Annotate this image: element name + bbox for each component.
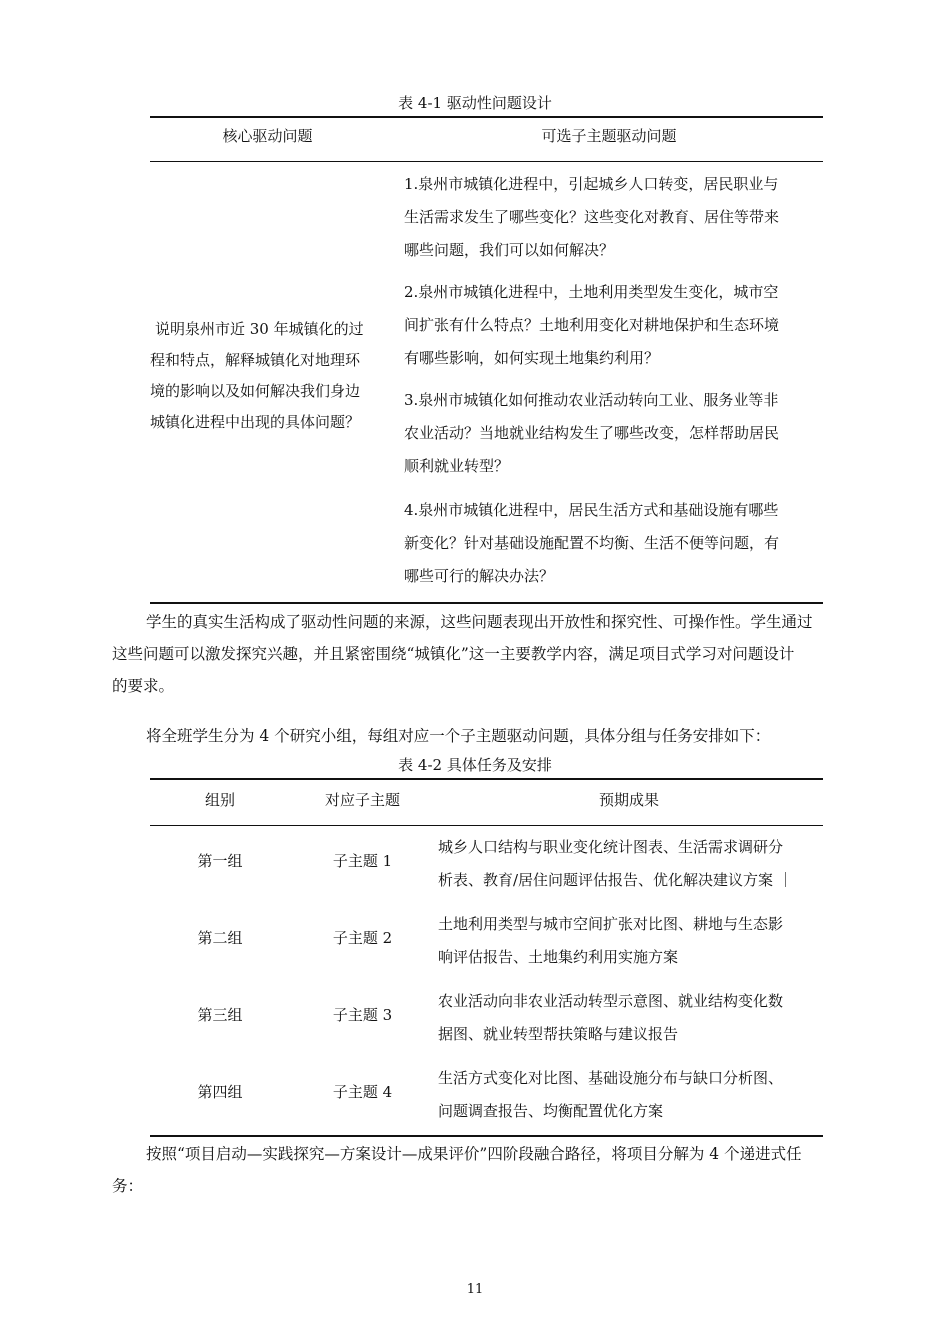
- table-row-topic: 子主题 3: [332, 1006, 393, 1024]
- body-paragraph-3: [112, 1138, 860, 1202]
- sub-question-line: 间扩张有什么特点？土地利用变化对耕地保护和生态环境: [404, 316, 780, 334]
- table-row-group: 第二组: [197, 929, 243, 947]
- paragraph-line: 务：: [112, 1177, 144, 1195]
- table2-caption: 表 4-2 具体任务及安排: [398, 756, 552, 774]
- sub-question-line: 农业活动？当地就业结构发生了哪些改变，怎样帮助居民: [404, 424, 780, 442]
- sub-question-line: 2.泉州市城镇化进程中，土地利用类型发生变化，城市空: [404, 283, 779, 301]
- sub-question-line: 生活需求发生了哪些变化？这些变化对教育、居住等带来: [404, 208, 780, 226]
- table-row-group: 第一组: [197, 852, 243, 870]
- table-row-group: 第四组: [197, 1083, 243, 1101]
- table-row-topic: 子主题 2: [332, 929, 393, 947]
- sub-question-line: 4.泉州市城镇化进程中，居民生活方式和基础设施有哪些: [404, 501, 779, 519]
- table2-top-rule: [150, 778, 823, 780]
- table-row-group: 第三组: [197, 1006, 243, 1024]
- table-row-topic: 子主题 4: [332, 1083, 393, 1101]
- table1-bottom-rule: [150, 602, 823, 604]
- table1-core-question: [150, 314, 390, 438]
- sub-question-3: [404, 384, 779, 483]
- sub-question-line: 有哪些影响，如何实现土地集约利用？: [404, 349, 660, 367]
- sub-question-line: 顺利就业转型？: [404, 457, 510, 475]
- core-question-line: 城镇化进程中出现的具体问题？: [150, 413, 361, 431]
- sub-question-line: 新变化？针对基础设施配置不均衡、生活不便等问题，有: [404, 534, 780, 552]
- core-question-line: 境的影响以及如何解决我们身边: [150, 382, 361, 400]
- sub-question-line: 哪些可行的解决办法？: [404, 567, 555, 585]
- paragraph-line: 将全班学生分为 4 个研究小组，每组对应一个子主题驱动问题，具体分组与任务安排如下：: [146, 727, 771, 745]
- table2-bottom-rule: [150, 1135, 823, 1137]
- table1-header-sub: 可选子主题驱动问题: [541, 127, 677, 145]
- table-row-outcome: [438, 908, 783, 974]
- outcome-line: 生活方式变化对比图、基础设施分布与缺口分析图、: [438, 1069, 784, 1087]
- sub-question-2: [404, 276, 779, 375]
- page-number: 11: [466, 1282, 484, 1297]
- outcome-line: 农业活动向非农业活动转型示意图、就业结构变化数: [438, 992, 784, 1010]
- table1-top-rule: [150, 116, 823, 118]
- outcome-line: 土地利用类型与城市空间扩张对比图、耕地与生态影: [438, 915, 784, 933]
- table1-header-core: 核心驱动问题: [222, 127, 313, 145]
- sub-question-line: 哪些问题，我们可以如何解决？: [404, 241, 615, 259]
- sub-question-1: [404, 168, 779, 267]
- table1-caption: 表 4-1 驱动性问题设计: [398, 94, 552, 112]
- body-paragraph-1: [112, 606, 860, 702]
- table2-header-group: 组别: [204, 791, 235, 809]
- table2-header-topic: 对应子主题: [324, 791, 400, 809]
- table-row-outcome: [438, 831, 793, 897]
- table2-header-outcome: 预期成果: [598, 791, 659, 809]
- outcome-line: 城乡人口结构与职业变化统计图表、生活需求调研分: [438, 838, 784, 856]
- outcome-line: 据图、就业转型帮扶策略与建议报告: [438, 1025, 679, 1043]
- table-row-outcome: [438, 985, 783, 1051]
- table2-header-rule: [150, 825, 823, 826]
- table1-header-rule: [150, 161, 823, 162]
- core-question-line: 说明泉州市近 30 年城镇化的过: [155, 320, 364, 338]
- body-paragraph-2: [112, 720, 860, 752]
- paragraph-line: 这些问题可以激发探究兴趣，并且紧密围绕“城镇化”这一主要教学内容，满足项目式学习对问题设计: [112, 645, 795, 663]
- paragraph-line: 学生的真实生活构成了驱动性问题的来源，这些问题表现出开放性和探究性、可操作性。学生通过: [146, 613, 813, 631]
- outcome-line: 响评估报告、土地集约利用实施方案: [438, 948, 679, 966]
- paragraph-line: 的要求。: [112, 677, 175, 695]
- sub-question-4: [404, 494, 779, 593]
- sub-question-line: 3.泉州市城镇化如何推动农业活动转向工业、服务业等非: [404, 391, 779, 409]
- outcome-line: 问题调查报告、均衡配置优化方案: [438, 1102, 664, 1120]
- sub-question-line: 1.泉州市城镇化进程中，引起城乡人口转变，居民职业与: [404, 175, 779, 193]
- core-question-line: 程和特点，解释城镇化对地理环: [150, 351, 361, 369]
- table-row-topic: 子主题 1: [332, 852, 393, 870]
- table-row-outcome: [438, 1062, 783, 1128]
- outcome-line: 析表、教育/居住问题评估报告、优化解决建议方案 ｜: [438, 871, 793, 889]
- paragraph-line: 按照“项目启动—实践探究—方案设计—成果评价”四阶段融合路径，将项目分解为 4 个递进式任: [146, 1145, 802, 1163]
